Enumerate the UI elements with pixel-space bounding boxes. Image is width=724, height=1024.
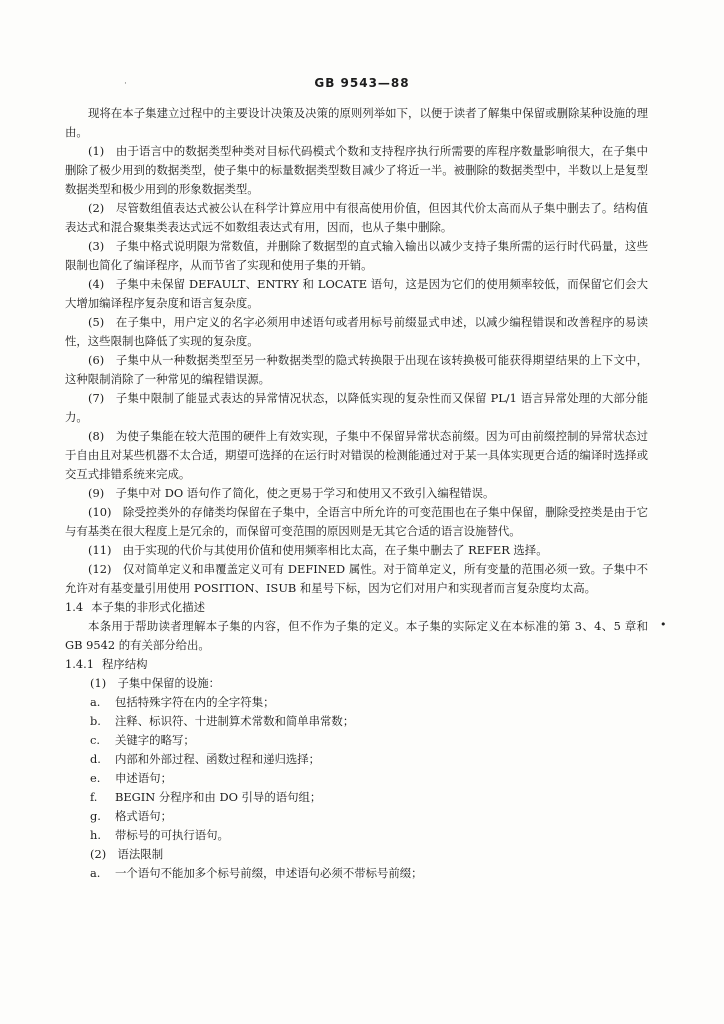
section-number: 1.4 xyxy=(65,600,84,614)
section-1-4-text: 本条用于帮助读者理解本子集的内容，但不作为子集的定义。本子集的实际定义在本标准的第 3、4、5 章和 GB 9542 的有关部分给出。 xyxy=(65,619,648,652)
decision-1: (1) 由于语言中的数据类型种类对目标代码模式个数和支持程序执行所需要的库程序数量影响很大，在子集中删除了极少用到的数据类型，使子集中的标量数据类型数目减少了将近一半。被删除的数据类型中，半数以上是复型数据类型和极少用到的形象数据类型。 xyxy=(65,144,648,196)
list-item: b. 注释、标识符、十进制算术常数和简单串常数； xyxy=(90,714,355,728)
intro-paragraph: 现将在本子集建立过程中的主要设计决策及决策的原则列举如下，以便于读者了解集中保留或删除某种设施的理由。 xyxy=(65,106,648,139)
list-item: d. 内部和外部过程、函数过程和递归选择； xyxy=(90,752,321,766)
decision-2: (2) 尽管数组值表达式被公认在科学计算应用中有很高使用价值，但因其代价太高而从子集中删去了。结构值表达式和混合聚集类表达式远不如数组表达式有用，因而，也从子集中删除。 xyxy=(65,201,648,234)
decision-11: (11) 由于实现的代价与其使用价值和使用频率相比太高，在子集中删去了 REFER 选择。 xyxy=(88,543,548,557)
list-item: a. 包括特殊字符在内的全字符集； xyxy=(90,695,275,709)
decision-8: (8) 为使子集能在较大范围的硬件上有效实现，子集中不保留异常状态前缀。因为可由前缀控制的异常状态过于自由且对某些机器不太合适，期望可选择的在运行时对错误的检测能通过对于某一具体实现更合适的编译时选择或交互式排错系统来完成。 xyxy=(65,429,648,481)
subsection-syntax-restrictions: (2) 语法限制 xyxy=(90,847,164,861)
list-item: c. 关键字的略写； xyxy=(90,733,195,747)
decision-10: (10) 除受控类外的存储类均保留在子集中，全语言中所允许的可变范围也在子集中保留，删除受控类是由于它与有基类在很大程度上是冗余的，而保留可变范围的原因则是无其它合适的语言设施替代。 xyxy=(65,505,648,538)
decision-7: (7) 子集中限制了能显式表达的异常情况状态，以降低实现的复杂性而又保留 PL/1 语言异常处理的大部分能力。 xyxy=(65,391,648,424)
decision-3: (3) 子集中格式说明限为常数值，并删除了数据型的直式输入输出以减少支持子集所需的运行时代码量，这些限制也简化了编译程序，从而节省了实现和使用子集的开销。 xyxy=(65,239,648,272)
scan-bullet-mark: • xyxy=(660,618,667,631)
scan-dot-mark: · xyxy=(124,79,127,89)
section-title: 程序结构 xyxy=(101,657,148,671)
list-item: f. BEGIN 分程序和由 DO 引导的语句组； xyxy=(90,790,322,804)
section-number: 1.4.1 xyxy=(65,657,94,671)
list-item: g. 格式语句； xyxy=(90,809,172,823)
decision-4: (4) 子集中未保留 DEFAULT、ENTRY 和 LOCATE 语句，这是因为它们的使用频率较低，而保留它们会大大增加编译程序复杂度和语言复杂度。 xyxy=(65,277,648,310)
section-title: 本子集的非形式化描述 xyxy=(91,600,206,614)
decision-6: (6) 子集中从一种数据类型至另一种数据类型的隐式转换限于出现在该转换极可能获得期望结果的上下文中，这种限制消除了一种常见的编程错误源。 xyxy=(65,353,648,386)
list-item: h. 带标号的可执行语句。 xyxy=(90,828,229,842)
document-body xyxy=(65,104,648,883)
list-item: a. 一个语句不能加多个标号前缀，申述语句必须不带标号前缀； xyxy=(90,866,423,880)
decision-9: (9) 子集中对 DO 语句作了简化，使之更易于学习和使用又不致引入编程错误。 xyxy=(88,486,495,500)
decision-5: (5) 在子集中，用户定义的名字必须用申述语句或者用标号前缀显式申述，以减少编程错误和改善程序的易读性，这些限制也降低了实现的复杂度。 xyxy=(65,315,648,348)
subsection-retained-facilities: (1) 子集中保留的设施： xyxy=(90,676,221,690)
decision-12: (12) 仅对简单定义和串覆盖定义可有 DEFINED 属性。对于简单定义，所有变量的范围必须一致。子集中不允许对有基变量引用使用 POSITION、ISUB 和星号下标，因为它们对用户和实现者而言复杂度均太高。 xyxy=(65,562,648,595)
section-1-4-heading xyxy=(65,598,648,617)
standard-code-header: GB 9543—88 xyxy=(314,76,410,90)
list-item: e. 申述语句； xyxy=(90,771,172,785)
section-1-4-1-heading xyxy=(65,655,648,674)
